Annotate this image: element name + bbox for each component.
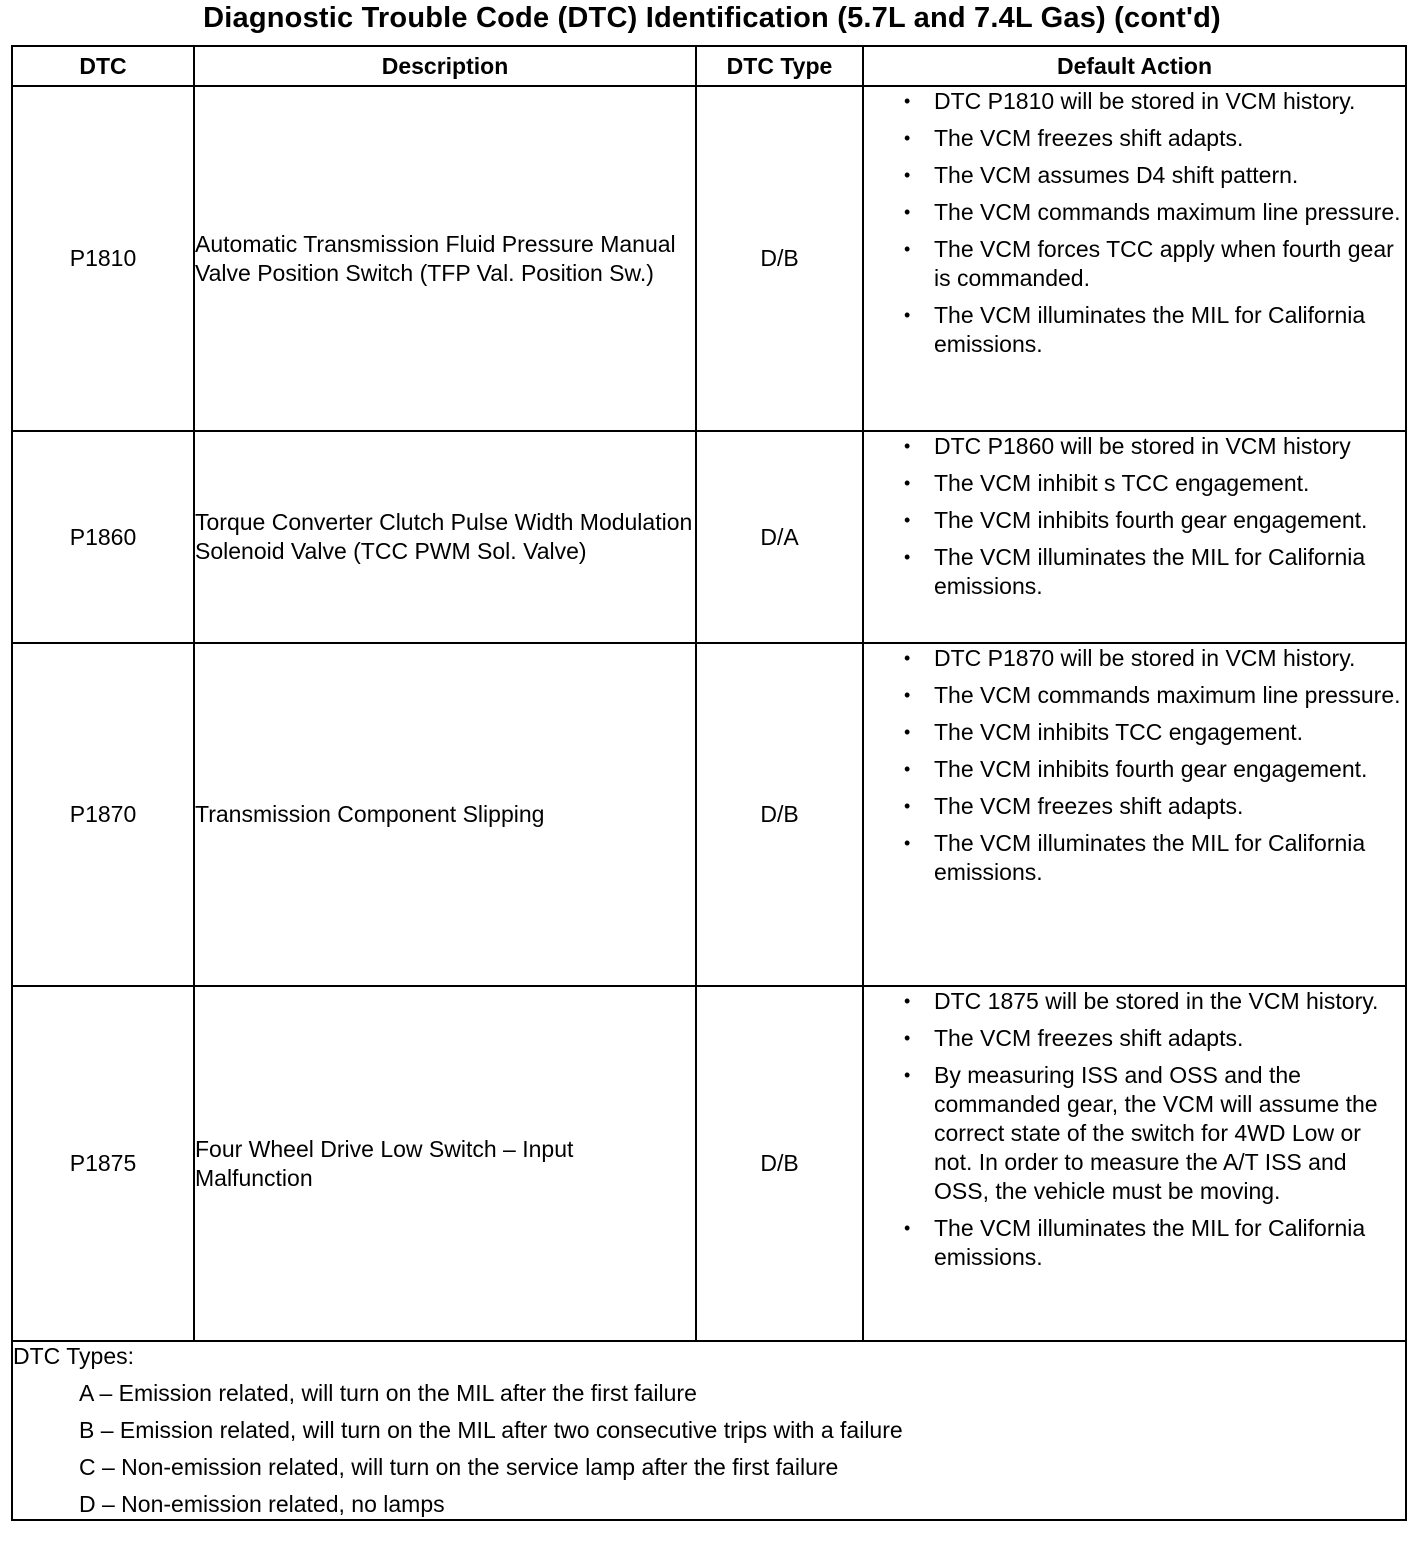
bullet-icon: •: [904, 165, 911, 185]
action-item: [864, 681, 1405, 710]
header-dtc: DTC: [12, 46, 194, 86]
bullet-icon: •: [904, 722, 911, 742]
action-item: [864, 718, 1405, 747]
table-row: [12, 86, 1406, 431]
action-item: [864, 506, 1405, 535]
dtc-type: D/B: [696, 986, 863, 1341]
dtc-code: P1810: [12, 86, 194, 431]
action-text: The VCM forces TCC apply when fourth gear is commanded.: [934, 236, 1394, 291]
dtc-type-definition: B – Emission related, will turn on the MIL after two consecutive trips with a failure: [79, 1417, 903, 1443]
default-action-cell: [863, 86, 1406, 431]
action-item: [864, 543, 1405, 601]
action-text: The VCM freezes shift adapts.: [934, 793, 1244, 819]
dtc-type: D/B: [696, 643, 863, 986]
bullet-icon: •: [904, 239, 911, 259]
default-action-cell: [863, 643, 1406, 986]
action-item: [864, 198, 1405, 227]
bullet-icon: •: [904, 202, 911, 222]
action-text: DTC P1870 will be stored in VCM history.: [934, 645, 1356, 671]
action-text: The VCM illuminates the MIL for California emissions.: [934, 830, 1366, 885]
action-text: The VCM freezes shift adapts.: [934, 1025, 1244, 1051]
dtc-types-heading: DTC Types:: [13, 1343, 134, 1369]
action-item: [864, 235, 1405, 293]
action-list: [864, 644, 1405, 887]
bullet-icon: •: [904, 510, 911, 530]
action-item: [864, 1024, 1405, 1053]
footer-row: [12, 1341, 1406, 1520]
action-text: DTC 1875 will be stored in the VCM history.: [934, 988, 1379, 1014]
table-row: [12, 986, 1406, 1341]
bullet-icon: •: [904, 473, 911, 493]
action-text: The VCM inhibits fourth gear engagement.: [934, 756, 1368, 782]
bullet-icon: •: [904, 991, 911, 1011]
bullet-icon: •: [904, 1218, 911, 1238]
default-action-cell: [863, 986, 1406, 1341]
bullet-icon: •: [904, 436, 911, 456]
action-list: [864, 87, 1405, 359]
action-list: [864, 432, 1405, 601]
page-title: Diagnostic Trouble Code (DTC) Identification (5.7L and 7.4L Gas) (cont'd): [203, 2, 1221, 34]
dtc-code: P1860: [12, 431, 194, 643]
dtc-description: Transmission Component Slipping: [194, 643, 696, 986]
dtc-type: D/A: [696, 431, 863, 643]
action-text: The VCM commands maximum line pressure.: [934, 682, 1401, 708]
default-action-cell: [863, 431, 1406, 643]
bullet-icon: •: [904, 1028, 911, 1048]
bullet-icon: •: [904, 91, 911, 111]
table-row: [12, 431, 1406, 643]
action-text: The VCM freezes shift adapts.: [934, 125, 1244, 151]
bullet-icon: •: [904, 685, 911, 705]
bullet-icon: •: [904, 759, 911, 779]
bullet-icon: •: [904, 547, 911, 567]
dtc-type: D/B: [696, 86, 863, 431]
header-default-action: Default Action: [863, 46, 1406, 86]
action-item: [864, 124, 1405, 153]
dtc-type-definition: C – Non-emission related, will turn on the service lamp after the first failure: [79, 1454, 839, 1480]
header-row: [12, 46, 1406, 86]
action-text: DTC P1810 will be stored in VCM history.: [934, 88, 1356, 114]
dtc-description: Four Wheel Drive Low Switch – Input Malfunction: [194, 986, 696, 1341]
action-item: [864, 432, 1405, 461]
dtc-types-legend: [12, 1341, 1406, 1520]
action-item: [864, 987, 1405, 1016]
bullet-icon: •: [904, 305, 911, 325]
dtc-description: Torque Converter Clutch Pulse Width Modulation Solenoid Valve (TCC PWM Sol. Valve): [194, 431, 696, 643]
action-item: [864, 301, 1405, 359]
action-text: The VCM illuminates the MIL for California emissions.: [934, 1215, 1366, 1270]
dtc-table: [11, 45, 1407, 1521]
bullet-icon: •: [904, 1065, 911, 1085]
action-item: [864, 644, 1405, 673]
header-description: Description: [194, 46, 696, 86]
action-text: DTC P1860 will be stored in VCM history: [934, 433, 1351, 459]
action-item: [864, 829, 1405, 887]
action-item: [864, 469, 1405, 498]
bullet-icon: •: [904, 648, 911, 668]
bullet-icon: •: [904, 796, 911, 816]
action-text: The VCM assumes D4 shift pattern.: [934, 162, 1299, 188]
action-item: [864, 792, 1405, 821]
dtc-type-definition: D – Non-emission related, no lamps: [79, 1491, 445, 1517]
action-list: [864, 987, 1405, 1272]
dtc-code: P1870: [12, 643, 194, 986]
dtc-code: P1875: [12, 986, 194, 1341]
dtc-description: Automatic Transmission Fluid Pressure Manual Valve Position Switch (TFP Val. Position Sw.): [194, 86, 696, 431]
action-item: [864, 87, 1405, 116]
action-text: The VCM inhibit s TCC engagement.: [934, 470, 1310, 496]
action-text: By measuring ISS and OSS and the commanded gear, the VCM will assume the correct state of the switch for 4WD Low or not. In order to measure the A/T ISS and OSS, the vehicle must be moving.: [934, 1062, 1378, 1204]
action-item: [864, 1061, 1405, 1206]
bullet-icon: •: [904, 833, 911, 853]
action-text: The VCM inhibits TCC engagement.: [934, 719, 1304, 745]
action-text: The VCM commands maximum line pressure.: [934, 199, 1401, 225]
bullet-icon: •: [904, 128, 911, 148]
action-item: [864, 755, 1405, 784]
action-item: [864, 1214, 1405, 1272]
action-text: The VCM illuminates the MIL for California emissions.: [934, 544, 1366, 599]
action-text: The VCM inhibits fourth gear engagement.: [934, 507, 1368, 533]
action-item: [864, 161, 1405, 190]
header-dtc-type: DTC Type: [696, 46, 863, 86]
table-row: [12, 643, 1406, 986]
action-text: The VCM illuminates the MIL for California emissions.: [934, 302, 1366, 357]
dtc-type-definition: A – Emission related, will turn on the MIL after the first failure: [79, 1380, 697, 1406]
